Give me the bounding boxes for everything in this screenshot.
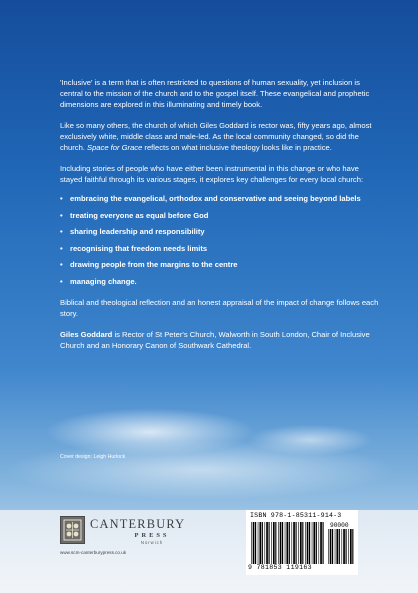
ean-barcode-bars bbox=[251, 522, 325, 564]
publisher-name: CANTERBURY bbox=[90, 517, 186, 531]
paragraph-2-end: reflects on what inclusive theology looks like in practice. bbox=[142, 143, 332, 152]
paragraph-2-start: Like so many others, the church of which Giles Goddard is rector was, fifty years ago, almost exclusively white, middle class and male-led. As the local community changed, so did the church. bbox=[60, 121, 372, 152]
canterbury-crest-icon bbox=[60, 516, 85, 544]
addon-barcode-bars bbox=[328, 529, 354, 564]
price-code: 90000 bbox=[330, 522, 349, 529]
blurb bbox=[60, 77, 382, 361]
isbn-text: ISBN 978-1-85311-914-3 bbox=[250, 512, 342, 519]
challenge-list bbox=[60, 193, 382, 287]
blurb-paragraph-4: Biblical and theological reflection and an honest appraisal of the impact of change follows each story. bbox=[60, 297, 379, 318]
barcode bbox=[246, 510, 358, 575]
blurb-paragraph-2 bbox=[60, 120, 382, 153]
list-item: • recognising that freedom needs limits bbox=[60, 243, 382, 254]
book-title: Space for Grace bbox=[87, 143, 143, 152]
list-item: • embracing the evangelical, orthodox and conservative and seeing beyond labels bbox=[60, 193, 382, 204]
publisher-logo bbox=[60, 516, 220, 566]
publisher-url[interactable]: www.scm-canterburypress.co.uk bbox=[60, 550, 127, 555]
ean-number: 9 781853 119163 bbox=[248, 564, 312, 571]
list-item: • managing change. bbox=[60, 276, 382, 287]
author-bio bbox=[60, 329, 382, 351]
author-bio-text: is Rector of St Peter's Church, Walworth in South London, Chair of Inclusive Church and an Honorary Canon of Southwark Cathedral. bbox=[60, 329, 370, 350]
publisher-city: Norwich bbox=[140, 540, 164, 545]
list-item: • treating everyone as equal before God bbox=[60, 210, 382, 221]
list-item: • drawing people from the margins to the centre bbox=[60, 259, 382, 270]
list-item: • sharing leadership and responsibility bbox=[60, 226, 382, 237]
blurb-paragraph-3: Including stories of people who have either been instrumental in this change or who have stayed faithful through its various stages, it explores key challenges for every local church: bbox=[60, 164, 364, 184]
cover-design-credit: Cover design: Leigh Hurlock bbox=[60, 454, 126, 460]
author-name: Giles Goddard bbox=[60, 329, 113, 339]
blurb-paragraph-1: 'Inclusive' is a term that is often restricted to questions of human sexuality, yet inclusion is central to the mission of the church and to the gospel itself. These evangelical and prophetic dimensions are explored in this illuminating and timely book. bbox=[60, 78, 370, 109]
publisher-sub: PRESS bbox=[134, 532, 170, 539]
